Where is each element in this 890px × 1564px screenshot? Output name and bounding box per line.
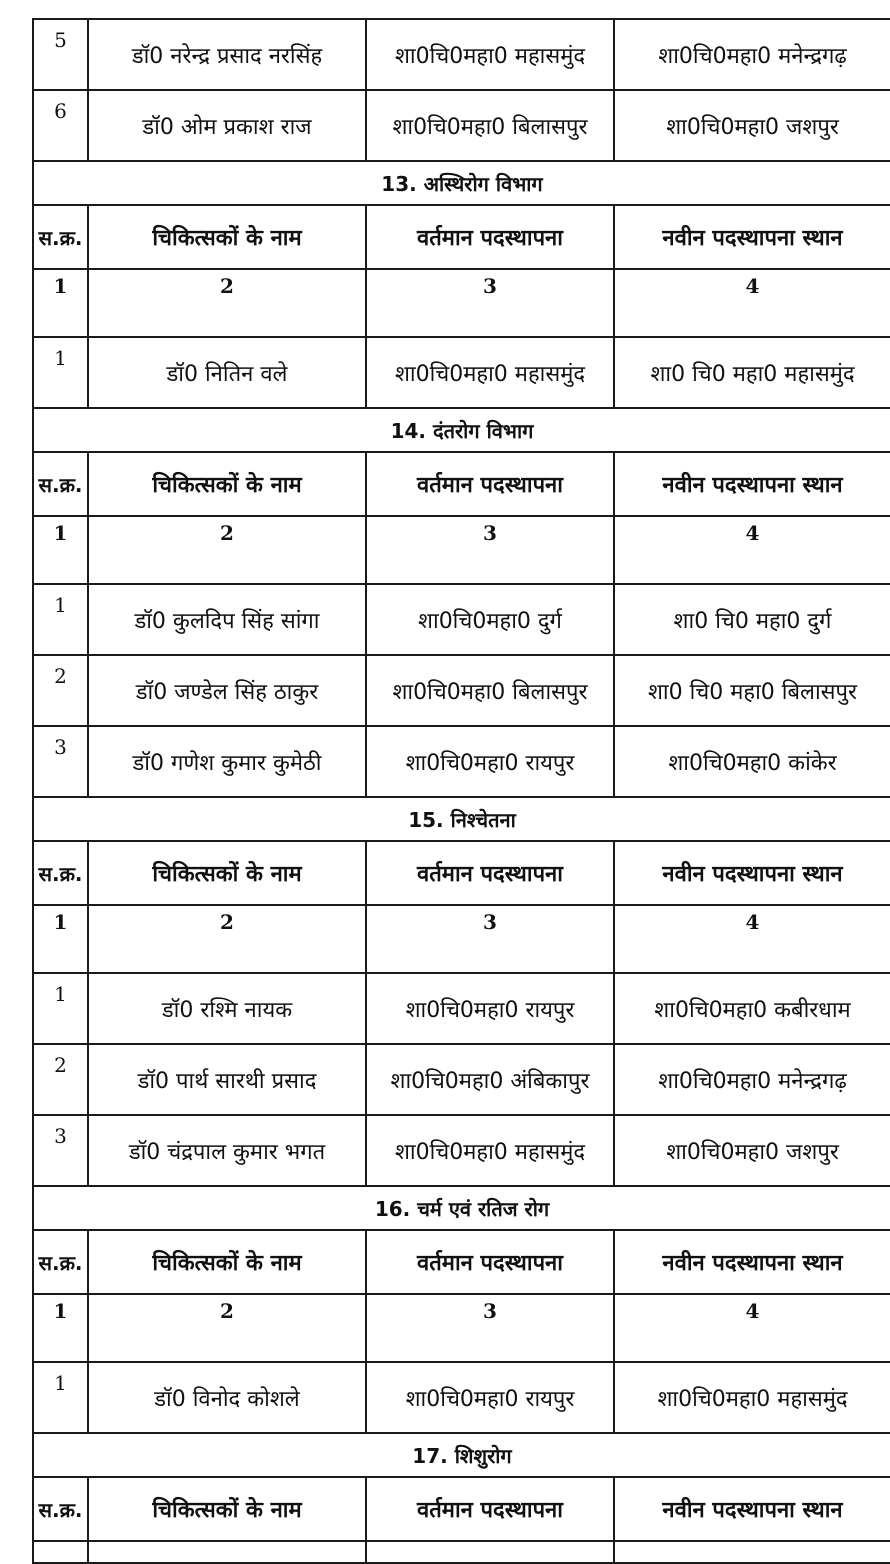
column-header-row: [33, 841, 890, 905]
current-posting-cell: शा0चि0महा0 महासमुंद: [366, 1115, 614, 1186]
column-number-row: [33, 269, 890, 337]
column-number: 3: [366, 269, 614, 337]
doctor-name-cell: डॉ0 कुलदिप सिंह सांगा: [88, 584, 366, 655]
partial-row: [33, 1541, 890, 1563]
section-title-row: [33, 161, 890, 205]
column-number-row: [33, 516, 890, 584]
table-row: [33, 726, 890, 797]
header-current-posting: वर्तमान पदस्थापना: [366, 1230, 614, 1294]
doctor-name-cell: डॉ0 विनोद कोशले: [88, 1362, 366, 1433]
table-row: [33, 584, 890, 655]
header-new-posting: नवीन पदस्थापना स्थान: [614, 452, 890, 516]
serial-number-cell: 1: [33, 337, 88, 408]
current-posting-cell: शा0चि0महा0 रायपुर: [366, 726, 614, 797]
header-doctor-name: चिकित्सकों के नाम: [88, 1230, 366, 1294]
section-title: 15. निश्चेतना: [33, 797, 890, 841]
serial-number-cell: 3: [33, 1115, 88, 1186]
column-header-row: [33, 1230, 890, 1294]
column-number: 3: [366, 1294, 614, 1362]
header-new-posting: नवीन पदस्थापना स्थान: [614, 1477, 890, 1541]
table-row: [33, 1044, 890, 1115]
serial-number-cell: 3: [33, 726, 88, 797]
current-posting-cell: शा0चि0महा0 महासमुंद: [366, 337, 614, 408]
doctor-name-cell: डॉ0 नरेन्द्र प्रसाद नरसिंह: [88, 19, 366, 90]
column-number: 4: [614, 269, 890, 337]
header-serial-number: स.क्र.: [33, 452, 88, 516]
column-number-row: [33, 905, 890, 973]
header-doctor-name: चिकित्सकों के नाम: [88, 1477, 366, 1541]
serial-number-cell: 1: [33, 1362, 88, 1433]
header-serial-number: स.क्र.: [33, 841, 88, 905]
column-number: 1: [33, 1294, 88, 1362]
new-posting-cell: शा0चि0महा0 जशपुर: [614, 1115, 890, 1186]
serial-number-cell: 2: [33, 655, 88, 726]
column-header-row: [33, 1477, 890, 1541]
new-posting-cell: शा0 चि0 महा0 बिलासपुर: [614, 655, 890, 726]
current-posting-cell: शा0चि0महा0 अंबिकापुर: [366, 1044, 614, 1115]
new-posting-cell: शा0चि0महा0 जशपुर: [614, 90, 890, 161]
new-posting-cell: शा0चि0महा0 मनेन्द्रगढ़: [614, 19, 890, 90]
column-number: 2: [88, 1294, 366, 1362]
new-posting-cell: शा0चि0महा0 मनेन्द्रगढ़: [614, 1044, 890, 1115]
header-new-posting: नवीन पदस्थापना स्थान: [614, 205, 890, 269]
column-header-row: [33, 452, 890, 516]
section-title-row: [33, 1186, 890, 1230]
header-doctor-name: चिकित्सकों के नाम: [88, 841, 366, 905]
header-serial-number: स.क्र.: [33, 1230, 88, 1294]
current-posting-cell: शा0चि0महा0 बिलासपुर: [366, 655, 614, 726]
new-posting-cell: शा0 चि0 महा0 दुर्ग: [614, 584, 890, 655]
new-posting-cell: शा0चि0महा0 कांकेर: [614, 726, 890, 797]
header-current-posting: वर्तमान पदस्थापना: [366, 1477, 614, 1541]
column-number: 1: [33, 516, 88, 584]
serial-number-cell: 2: [33, 1044, 88, 1115]
header-current-posting: वर्तमान पदस्थापना: [366, 452, 614, 516]
section-title: 16. चर्म एवं रतिज रोग: [33, 1186, 890, 1230]
column-number: 4: [614, 1294, 890, 1362]
doctor-name-cell: डॉ0 रश्मि नायक: [88, 973, 366, 1044]
column-number: 4: [614, 905, 890, 973]
header-doctor-name: चिकित्सकों के नाम: [88, 205, 366, 269]
section-title-row: [33, 1433, 890, 1477]
column-header-row: [33, 205, 890, 269]
current-posting-cell: शा0चि0महा0 रायपुर: [366, 1362, 614, 1433]
column-number: 2: [88, 905, 366, 973]
column-number: 3: [366, 905, 614, 973]
doctor-name-cell: डॉ0 नितिन वले: [88, 337, 366, 408]
section-title-row: [33, 797, 890, 841]
current-posting-cell: शा0चि0महा0 रायपुर: [366, 973, 614, 1044]
header-current-posting: वर्तमान पदस्थापना: [366, 205, 614, 269]
column-number: 2: [88, 516, 366, 584]
empty-cell: [614, 1541, 890, 1563]
table-row: [33, 90, 890, 161]
column-number: 3: [366, 516, 614, 584]
doctor-name-cell: डॉ0 चंद्रपाल कुमार भगत: [88, 1115, 366, 1186]
doctor-name-cell: डॉ0 ओम प्रकाश राज: [88, 90, 366, 161]
serial-number-cell: 6: [33, 90, 88, 161]
empty-cell: [88, 1541, 366, 1563]
empty-cell: [33, 1541, 88, 1563]
table-row: [33, 337, 890, 408]
table-row: [33, 19, 890, 90]
table-row: [33, 655, 890, 726]
column-number: 1: [33, 269, 88, 337]
table-row: [33, 1362, 890, 1433]
table-row: [33, 973, 890, 1044]
header-serial-number: स.क्र.: [33, 205, 88, 269]
column-number: 1: [33, 905, 88, 973]
header-new-posting: नवीन पदस्थापना स्थान: [614, 841, 890, 905]
doctor-name-cell: डॉ0 गणेश कुमार कुमेठी: [88, 726, 366, 797]
posting-table-body: [33, 19, 890, 1563]
header-current-posting: वर्तमान पदस्थापना: [366, 841, 614, 905]
header-doctor-name: चिकित्सकों के नाम: [88, 452, 366, 516]
posting-table: [32, 18, 890, 1564]
doctor-name-cell: डॉ0 जण्डेल सिंह ठाकुर: [88, 655, 366, 726]
serial-number-cell: 1: [33, 584, 88, 655]
header-new-posting: नवीन पदस्थापना स्थान: [614, 1230, 890, 1294]
serial-number-cell: 1: [33, 973, 88, 1044]
current-posting-cell: शा0चि0महा0 महासमुंद: [366, 19, 614, 90]
new-posting-cell: शा0 चि0 महा0 महासमुंद: [614, 337, 890, 408]
section-title-row: [33, 408, 890, 452]
serial-number-cell: 5: [33, 19, 88, 90]
new-posting-cell: शा0चि0महा0 महासमुंद: [614, 1362, 890, 1433]
table-row: [33, 1115, 890, 1186]
section-title: 13. अस्थिरोग विभाग: [33, 161, 890, 205]
section-title: 14. दंतरोग विभाग: [33, 408, 890, 452]
current-posting-cell: शा0चि0महा0 दुर्ग: [366, 584, 614, 655]
doctor-name-cell: डॉ0 पार्थ सारथी प्रसाद: [88, 1044, 366, 1115]
column-number: 2: [88, 269, 366, 337]
new-posting-cell: शा0चि0महा0 कबीरधाम: [614, 973, 890, 1044]
header-serial-number: स.क्र.: [33, 1477, 88, 1541]
current-posting-cell: शा0चि0महा0 बिलासपुर: [366, 90, 614, 161]
column-number-row: [33, 1294, 890, 1362]
section-title: 17. शिशुरोग: [33, 1433, 890, 1477]
empty-cell: [366, 1541, 614, 1563]
column-number: 4: [614, 516, 890, 584]
